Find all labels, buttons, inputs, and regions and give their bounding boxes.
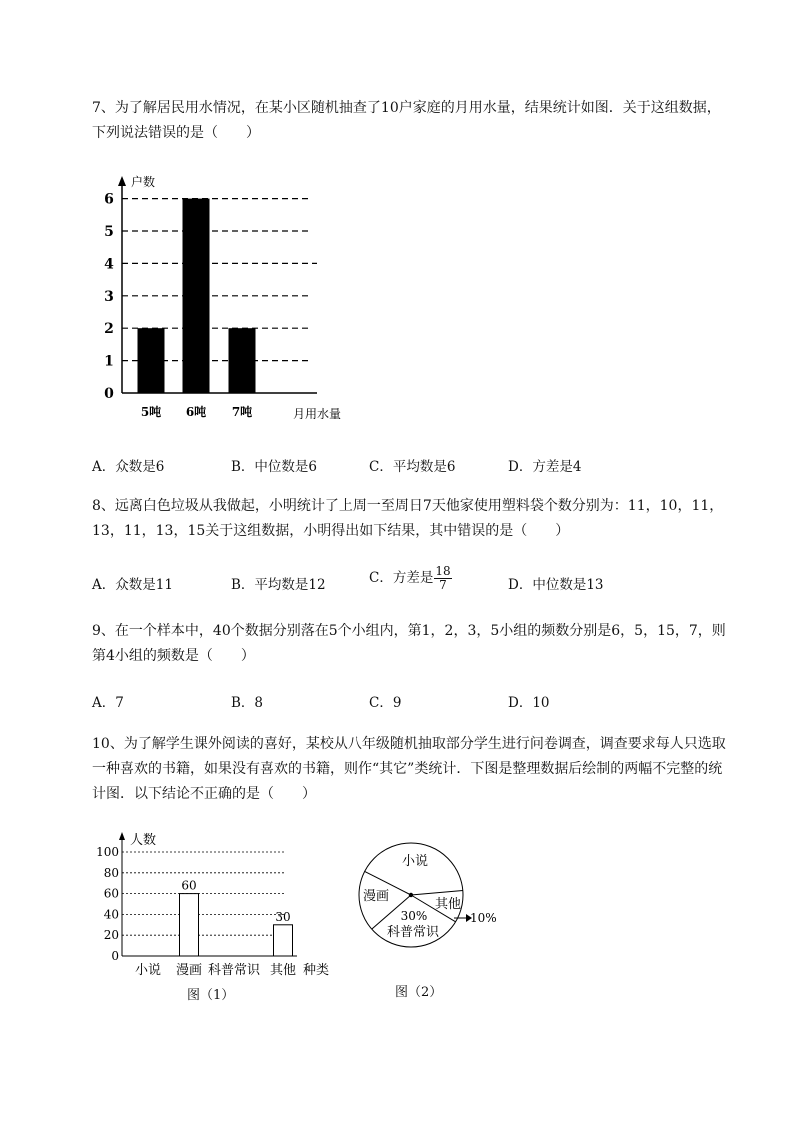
bar (229, 328, 256, 393)
q8-option-d[interactable]: D．中位数是13 (508, 577, 604, 593)
y-tick-label: 4 (104, 256, 114, 273)
q9-option-d[interactable]: D．10 (508, 695, 550, 711)
y-tick-label: 100 (96, 845, 119, 859)
q9-option-a[interactable]: A．7 (92, 695, 124, 711)
y-tick-label: 3 (104, 288, 114, 305)
pie-label: 漫画 (362, 889, 390, 904)
fraction: $\frac{18}{7}$ (435, 564, 451, 592)
y-tick-label: 2 (104, 321, 114, 338)
y-tick-label: 0 (104, 386, 114, 402)
pie-center (409, 893, 413, 897)
reading-pie-chart (350, 838, 510, 958)
question-8: 8、远离白色垃圾从我做起，小明统计了上周一至周日7天他家使用塑料袋个数分别为：11，10，11，13，11，13，15关于这组数据，小明得出如下结果，其中错误的是（ ） (92, 498, 724, 539)
y-axis-label: 人数 (130, 833, 157, 848)
y-axis-label: 户数 (131, 175, 156, 189)
figure-2-caption: 图（2） (395, 985, 443, 1000)
y-axis-arrow (118, 176, 126, 186)
water-usage-bar-chart (95, 172, 365, 422)
x-tick-label: 7吨 (231, 405, 253, 419)
y-tick-label: 5 (104, 224, 114, 240)
q9-option-b[interactable]: B．8 (231, 695, 264, 711)
y-axis-arrow (119, 832, 125, 840)
q8-option-a[interactable]: A．众数是11 (92, 577, 173, 593)
pie-label: 其他 (434, 897, 462, 912)
bar (274, 925, 293, 956)
y-tick-label: 0 (111, 949, 119, 963)
q9-option-c[interactable]: C．9 (369, 695, 402, 711)
q8-option-c[interactable]: C．方差是 $\frac{18}{7}$ (369, 564, 451, 592)
q8-option-b[interactable]: B．平均数是12 (231, 577, 326, 593)
q7-option-d[interactable]: D．方差是4 (508, 459, 582, 475)
y-tick-label: 6 (104, 191, 114, 208)
x-tick-label: 6吨 (185, 405, 207, 419)
q7-option-c[interactable]: C．平均数是6 (369, 459, 456, 475)
x-tick-label: 其他 (269, 963, 297, 978)
y-tick-label: 1 (104, 353, 114, 370)
y-tick-label: 40 (103, 907, 119, 922)
pie-label: 小说 (401, 854, 429, 869)
bar (138, 328, 165, 393)
y-tick-label: 80 (103, 865, 119, 880)
x-tick-label: 科普常识 (207, 963, 261, 978)
data-label: 60 (181, 878, 197, 893)
data-label: 30 (275, 909, 291, 924)
pie-data-label: 30% (400, 909, 428, 923)
reading-bar-chart (92, 828, 342, 978)
pie-data-label: 10% (470, 911, 497, 925)
x-tick-label: 小说 (134, 963, 162, 978)
x-tick-label: 漫画 (175, 963, 203, 978)
bar (183, 199, 210, 393)
y-tick-label: 60 (103, 886, 119, 901)
pie-label: 科普常识 (386, 925, 440, 940)
x-axis-label: 种类 (302, 963, 330, 978)
question-7: 7、为了解居民用水情况，在某小区随机抽查了10户家庭的月用水量，结果统计如图．关于这组数据，下列说法错误的是（ ） (92, 100, 721, 141)
y-tick-label: 20 (103, 928, 119, 943)
q7-option-a[interactable]: A．众数是6 (92, 459, 165, 475)
q7-option-b[interactable]: B．中位数是6 (231, 459, 318, 475)
figure-1-caption: 图（1） (187, 988, 235, 1003)
x-tick-label: 5吨 (140, 405, 162, 419)
x-axis-label: 月用水量 (293, 407, 342, 421)
question-10: 10、为了解学生课外阅读的喜好，某校从八年级随机抽取部分学生进行问卷调查，调查要求每人只选取一种喜欢的书籍，如果没有喜欢的书籍，则作“其它”类统计．下图是整理数据后绘制的两幅不完整的统计图．以下结论不正确的是（ ） (92, 736, 726, 802)
question-9: 9、在一个样本中，40个数据分别落在5个小组内，第1，2，3，5小组的频数分别是6，5，15，7，则第4小组的频数是（ ） (92, 623, 726, 664)
bar (180, 894, 199, 956)
